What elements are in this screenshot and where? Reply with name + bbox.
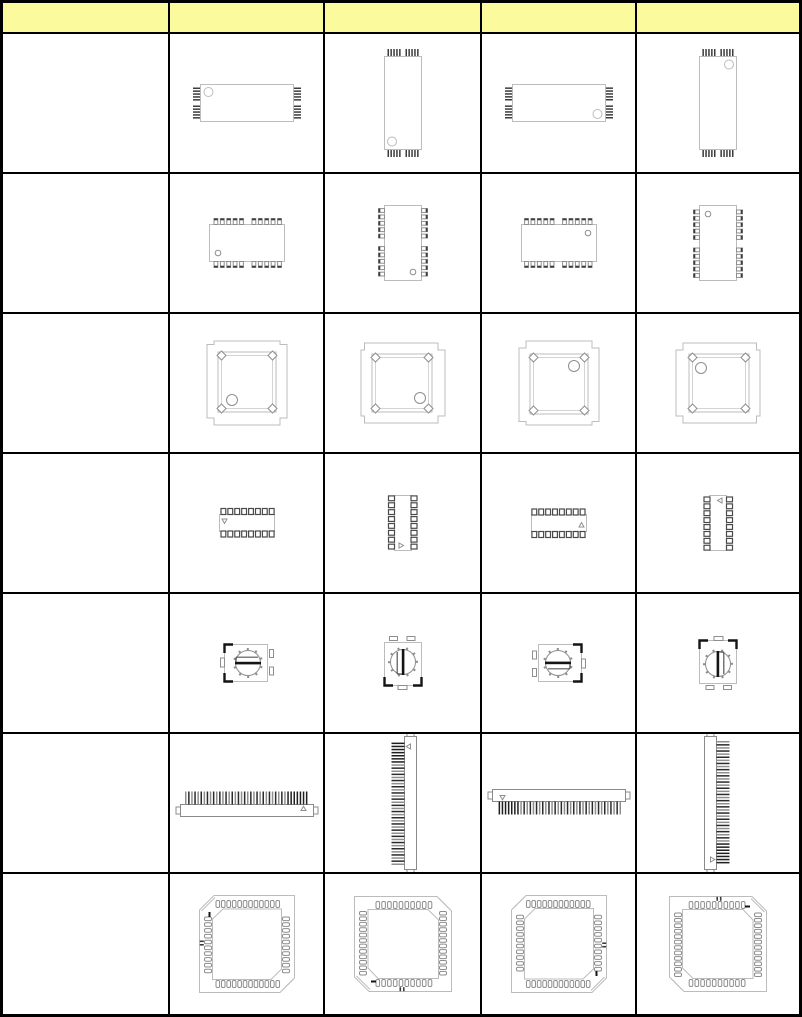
plcc-socket-orientation-90 [673, 340, 763, 426]
dip-16-orientation-180 [527, 506, 591, 540]
soj-ic-cell-rot-90 [325, 174, 482, 314]
edge-connector-footprint-drawing [487, 787, 631, 819]
qfp-44-orientation-90 [667, 894, 769, 994]
trimmer-potentiometer-orientation-90 [696, 635, 740, 691]
qfp-44-cell-rot-90 [325, 874, 482, 1014]
plcc-socket-cell-rot180 [482, 314, 637, 454]
edge-connector-cell-rot180 [482, 734, 637, 874]
header-cell-1 [3, 3, 170, 34]
plcc-socket-cell-rot-90 [325, 314, 482, 454]
dip-16-cell-rot180 [482, 454, 637, 594]
soj-ic-orientation--90 [377, 204, 429, 282]
soj-ic-cell-rot180 [482, 174, 637, 314]
soj-ic-cell-rot90 [637, 174, 799, 314]
tsop-ic-cell-rot180 [482, 34, 637, 174]
header-cell-4 [482, 3, 637, 34]
soj-ic-orientation-90 [692, 204, 744, 282]
qfp-44-cell-rot180 [482, 874, 637, 1014]
soj-ic-orientation-0 [208, 217, 286, 269]
dip-16-cell-rot0 [170, 454, 325, 594]
edge-connector-orientation-90 [702, 734, 734, 874]
tsop-ic-footprint-drawing [191, 83, 303, 123]
row-5-label-cell [3, 594, 170, 734]
tsop-ic-cell-rot90 [637, 34, 799, 174]
plcc-socket-cell-rot0 [170, 314, 325, 454]
tsop-ic-footprint-drawing [503, 83, 615, 123]
edge-connector-footprint-drawing [387, 734, 419, 874]
soj-ic-cell-rot0 [170, 174, 325, 314]
edge-connector-cell-rot0 [170, 734, 325, 874]
trimmer-potentiometer-footprint-drawing [531, 641, 587, 685]
header-cell-2 [170, 3, 325, 34]
qfp-44-footprint-drawing [352, 894, 454, 994]
trimmer-potentiometer-cell-rot0 [170, 594, 325, 734]
soj-ic-footprint-drawing [208, 217, 286, 269]
plcc-socket-footprint-drawing [204, 338, 290, 428]
plcc-socket-orientation-180 [516, 338, 602, 428]
qfp-44-footprint-drawing [509, 893, 609, 995]
soj-ic-footprint-drawing [520, 217, 598, 269]
dip-16-cell-rot90 [637, 454, 799, 594]
row-6-label-cell [3, 734, 170, 874]
tsop-ic-orientation-180 [503, 83, 615, 123]
row-3-label-cell [3, 314, 170, 454]
dip-16-orientation--90 [386, 491, 420, 555]
soj-ic-footprint-drawing [692, 204, 744, 282]
qfp-44-footprint-drawing [197, 893, 297, 995]
tsop-ic-orientation--90 [383, 47, 423, 159]
qfp-44-footprint-drawing [667, 894, 769, 994]
edge-connector-orientation-0 [175, 787, 319, 819]
plcc-socket-orientation--90 [358, 340, 448, 426]
edge-connector-cell-rot-90 [325, 734, 482, 874]
tsop-ic-orientation-0 [191, 83, 303, 123]
dip-16-orientation-90 [701, 491, 735, 555]
plcc-socket-orientation-0 [204, 338, 290, 428]
qfp-44-orientation-180 [509, 893, 609, 995]
plcc-socket-footprint-drawing [358, 340, 448, 426]
edge-connector-footprint-drawing [702, 734, 734, 874]
row-4-label-cell [3, 454, 170, 594]
trimmer-potentiometer-orientation-0 [219, 641, 275, 685]
trimmer-potentiometer-orientation-180 [531, 641, 587, 685]
dip-16-footprint-drawing [527, 506, 591, 540]
edge-connector-orientation-180 [487, 787, 631, 819]
edge-connector-footprint-drawing [175, 787, 319, 819]
trimmer-potentiometer-footprint-drawing [696, 635, 740, 691]
trimmer-potentiometer-cell-rot90 [637, 594, 799, 734]
trimmer-potentiometer-footprint-drawing [381, 635, 425, 691]
tsop-ic-cell-rot-90 [325, 34, 482, 174]
qfp-44-cell-rot90 [637, 874, 799, 1014]
row-2-label-cell [3, 174, 170, 314]
plcc-socket-cell-rot90 [637, 314, 799, 454]
plcc-socket-footprint-drawing [516, 338, 602, 428]
soj-ic-footprint-drawing [377, 204, 429, 282]
trimmer-potentiometer-footprint-drawing [219, 641, 275, 685]
dip-16-orientation-0 [215, 506, 279, 540]
tsop-ic-cell-rot0 [170, 34, 325, 174]
header-cell-5 [637, 3, 799, 34]
tsop-ic-footprint-drawing [698, 47, 738, 159]
qfp-44-cell-rot0 [170, 874, 325, 1014]
trimmer-potentiometer-cell-rot-90 [325, 594, 482, 734]
tsop-ic-orientation-90 [698, 47, 738, 159]
row-7-label-cell [3, 874, 170, 1014]
trimmer-potentiometer-cell-rot180 [482, 594, 637, 734]
tsop-ic-footprint-drawing [383, 47, 423, 159]
soj-ic-orientation-180 [520, 217, 598, 269]
edge-connector-cell-rot90 [637, 734, 799, 874]
qfp-44-orientation--90 [352, 894, 454, 994]
dip-16-footprint-drawing [386, 491, 420, 555]
dip-16-footprint-drawing [701, 491, 735, 555]
plcc-socket-footprint-drawing [673, 340, 763, 426]
header-cell-3 [325, 3, 482, 34]
dip-16-cell-rot-90 [325, 454, 482, 594]
trimmer-potentiometer-orientation--90 [381, 635, 425, 691]
qfp-44-orientation-0 [197, 893, 297, 995]
edge-connector-orientation--90 [387, 734, 419, 874]
row-1-label-cell [3, 34, 170, 174]
dip-16-footprint-drawing [215, 506, 279, 540]
